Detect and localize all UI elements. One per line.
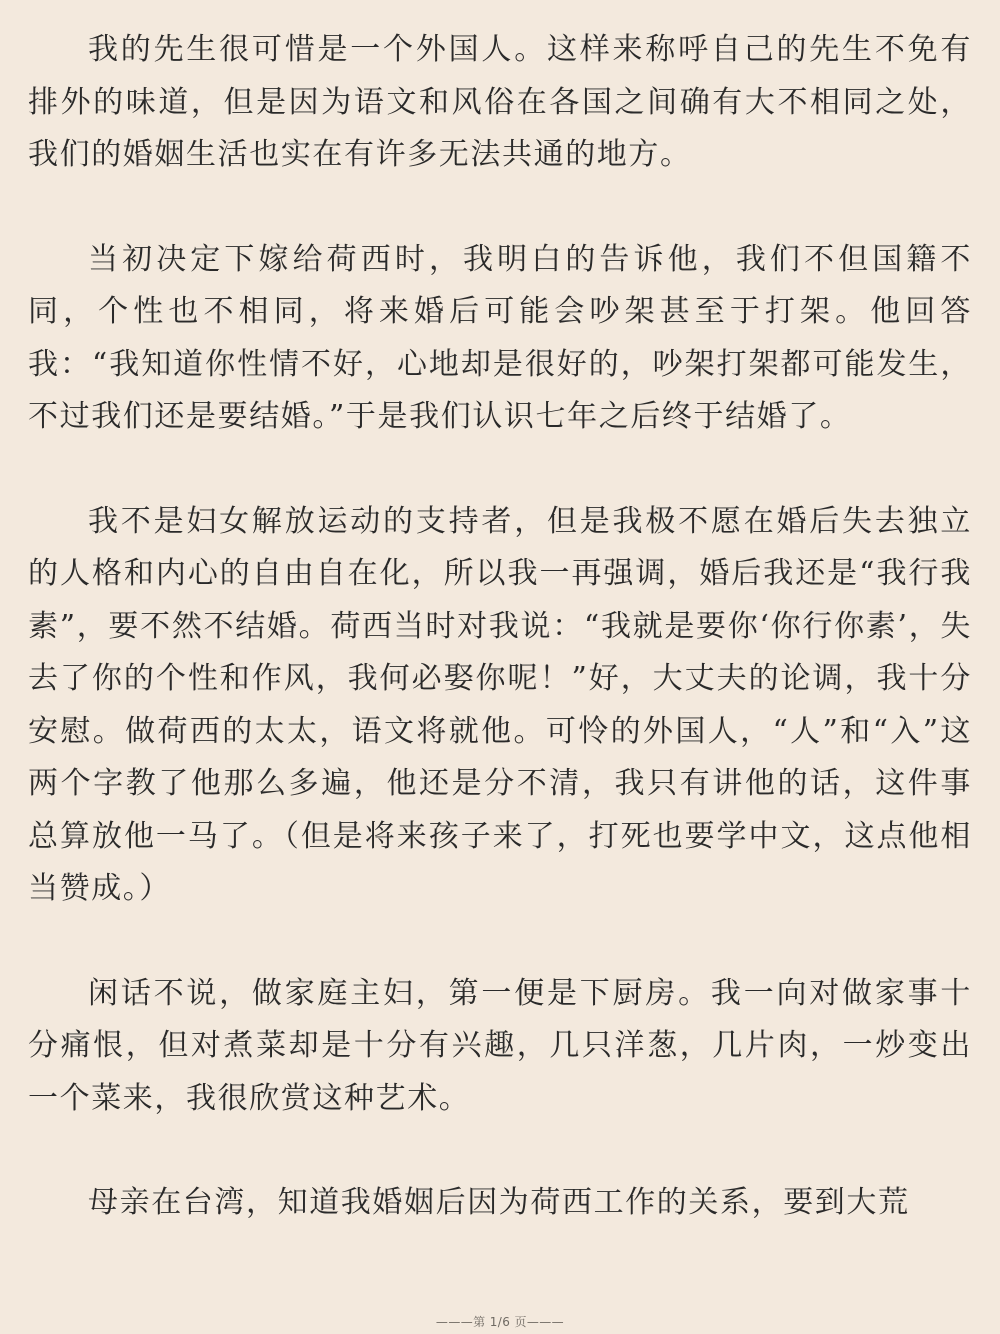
paragraph-3: 我不是妇女解放运动的支持者，但是我极不愿在婚后失去独立的人格和内心的自由自在化，所以我一再强调，婚后我还是“我行我素”，要不然不结婚。荷西当时对我说：“我就是要你‘你行你素’，失去了你的个性和作风，我何必娶你呢！”好，大丈夫的论调，我十分安慰。做荷西的太太，语文将就他。可怜的外国人，“人”和“入”这两个字教了他那么多遍，他还是分不清，我只有讲他的话，这件事总算放他一马了。（但是将来孩子来了，打死也要学中文，这点他相当赞成。） <box>28 503 972 906</box>
paragraph-5: 母亲在台湾，知道我婚姻后因为荷西工作的关系，要到大荒 <box>88 1185 910 1220</box>
paragraph-4: 闲话不说，做家庭主妇，第一便是下厨房。我一向对做家事十分痛恨，但对煮菜却是十分有兴趣，几只洋葱，几片肉，一炒变出一个菜来，我很欣赏这种艺术。 <box>28 975 972 1116</box>
paragraph-1: 我的先生很可惜是一个外国人。这样来称呼自己的先生不免有排外的味道，但是因为语文和风俗在各国之间确有大不相同之处，我们的婚姻生活也实在有许多无法共通的地方。 <box>28 32 972 172</box>
paragraph-2: 当初决定下嫁给荷西时，我明白的告诉他，我们不但国籍不同，个性也不相同，将来婚后可能会吵架甚至于打架。他回答我：“我知道你性情不好，心地却是很好的，吵架打架都可能发生，不过我们还是要结婚。”于是我们认识七年之后终于结婚了。 <box>28 241 972 434</box>
document-body <box>28 24 972 1294</box>
page-number-footer: ———第 1/6 页——— <box>435 1315 565 1329</box>
